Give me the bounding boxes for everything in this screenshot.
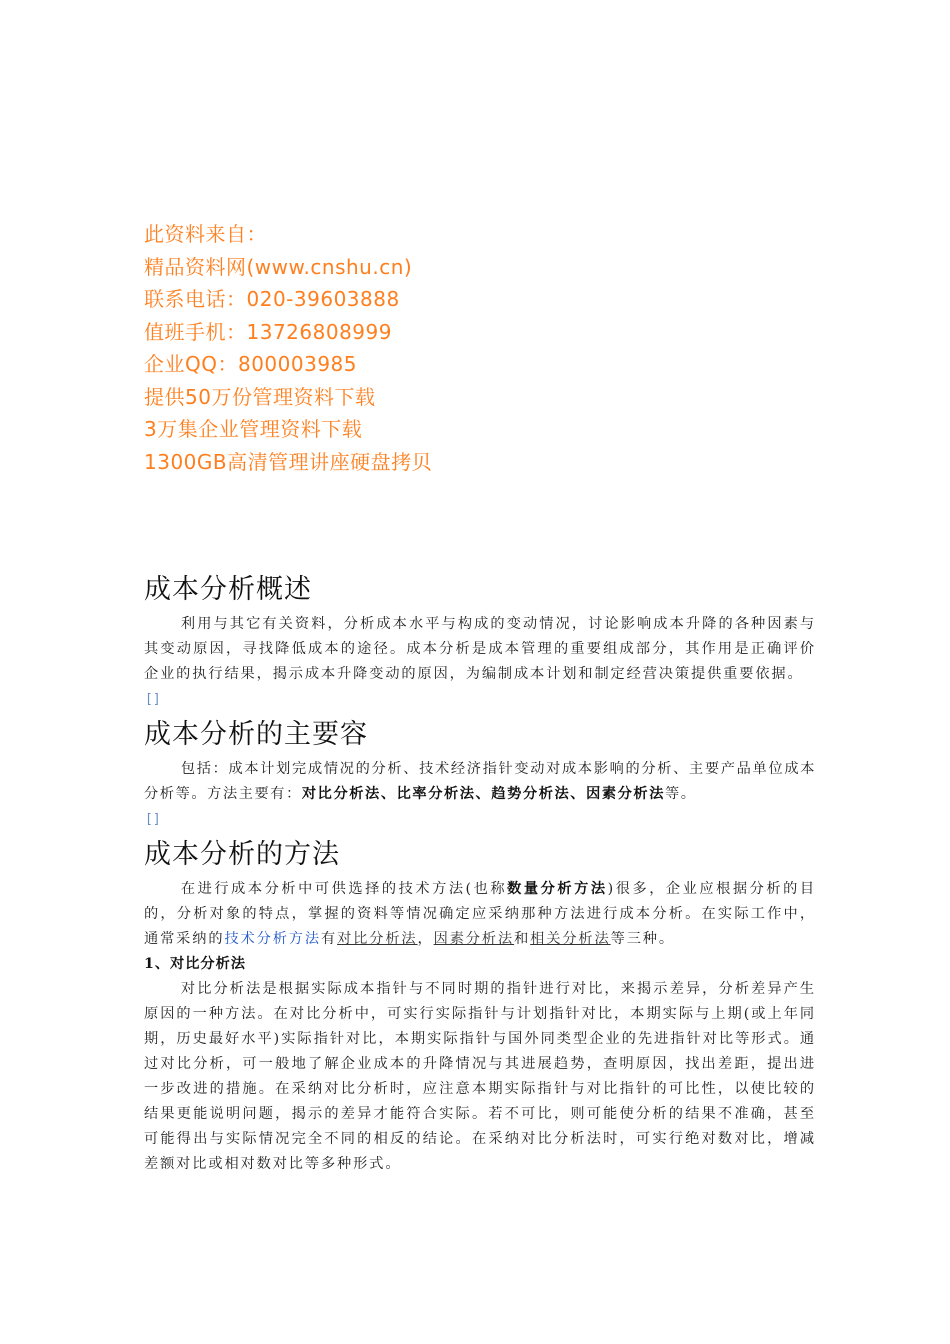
methods-text-d: 等三种。: [610, 931, 675, 947]
section-title-overview: 成本分析概述: [144, 574, 312, 605]
document-content: [144, 568, 816, 1177]
methods-text-a: 在进行成本分析中可供选择的技术方法(也称: [180, 881, 508, 897]
factor-method-link[interactable]: 因素分析法: [433, 931, 515, 947]
methods-text-b: )很多，企业应根据分析的目的，分析对象的特点，掌握的资料等情况确定应采纳那种方法进行成本分析。在实际工作中，通常采纳的: [144, 881, 816, 947]
promo-offer-line-1: 提供50万份管理资料下载: [144, 384, 376, 409]
comparison-method-paragraph: 对比分析法是根据实际成本指针与不同时期的指针进行对比，来揭示差异，分析差异产生原因的一种方法。在对比分析中，可实行实际指针与计划指针对比，本期实际与上期(或上年同期，历史最好水平)实际指针对比，本期实际指针与国外同类型企业的先进指针对比等形式。通过对比分析，可一般地了解企业成本的升降情况与其进展趋势，查明原因，找出差距，提出进一步改进的措施。在采纳对比分析时，应注意本期实际指针与对比指针的可比性，以使比较的结果更能说明问题，揭示的差异才能符合实际。若不可比，则可能使分析的结果不准确，甚至可能得出与实际情况完全不同的相反的结论。在采纳对比分析法时，可实行绝对数对比，增减差额对比或相对数对比等多种形式。: [144, 981, 816, 1172]
main-content-paragraph: [144, 757, 816, 807]
promo-phone-line: 联系电话：020-39603888: [144, 287, 400, 311]
overview-paragraph: 利用与其它有关资料，分析成本水平与构成的变动情况，讨论影响成本升降的各种因素与其变动原因，寻找降低成本的途径。成本分析是成本管理的重要组成部分，其作用是正确评价企业的执行结果，揭示成本升降变动的原因，为编制成本计划和制定经营决策提供重要依据。: [144, 616, 816, 682]
methods-sep: ，: [417, 931, 434, 947]
methods-and: 和: [514, 931, 531, 947]
anchor-marker[interactable]: []: [145, 692, 161, 707]
comparison-method-subhead: 1、对比分析法: [144, 956, 246, 972]
promo-offer-line-3: 1300GB高清管理讲座硬盘拷贝: [144, 449, 433, 474]
methods-paragraph: [144, 877, 816, 952]
technical-analysis-link[interactable]: 技术分析方法: [224, 931, 321, 947]
promo-offer-line-2: 3万集企业管理资料下载: [144, 417, 363, 441]
promo-block: [144, 218, 764, 478]
comparison-method-link[interactable]: 对比分析法: [337, 931, 418, 947]
promo-website-line[interactable]: 精品资料网(www.cnshu.cn): [144, 254, 413, 279]
correlation-method-link[interactable]: 相关分析法: [530, 931, 611, 947]
promo-mobile-line: 值班手机：13726808999: [144, 319, 392, 344]
section-title-main-content: 成本分析的主要容: [144, 719, 368, 750]
main-content-text-prefix: 包括：成本计划完成情况的分析、技术经济指针变动对成本影响的分析、主要产品单位成本分析等。方法主要有：: [144, 761, 816, 802]
anchor-marker[interactable]: []: [145, 812, 161, 827]
promo-qq-line: 企业QQ：800003985: [144, 352, 358, 376]
promo-source-line: 此资料来自：: [144, 222, 267, 246]
main-content-methods-bold: 对比分析法、比率分析法、趋势分析法、因素分析法: [301, 786, 666, 802]
main-content-text-suffix: 等。: [665, 786, 697, 802]
methods-text-c: 有: [320, 931, 338, 947]
section-title-methods: 成本分析的方法: [144, 839, 340, 870]
quantitative-methods-bold: 数量分析方法: [507, 881, 608, 897]
